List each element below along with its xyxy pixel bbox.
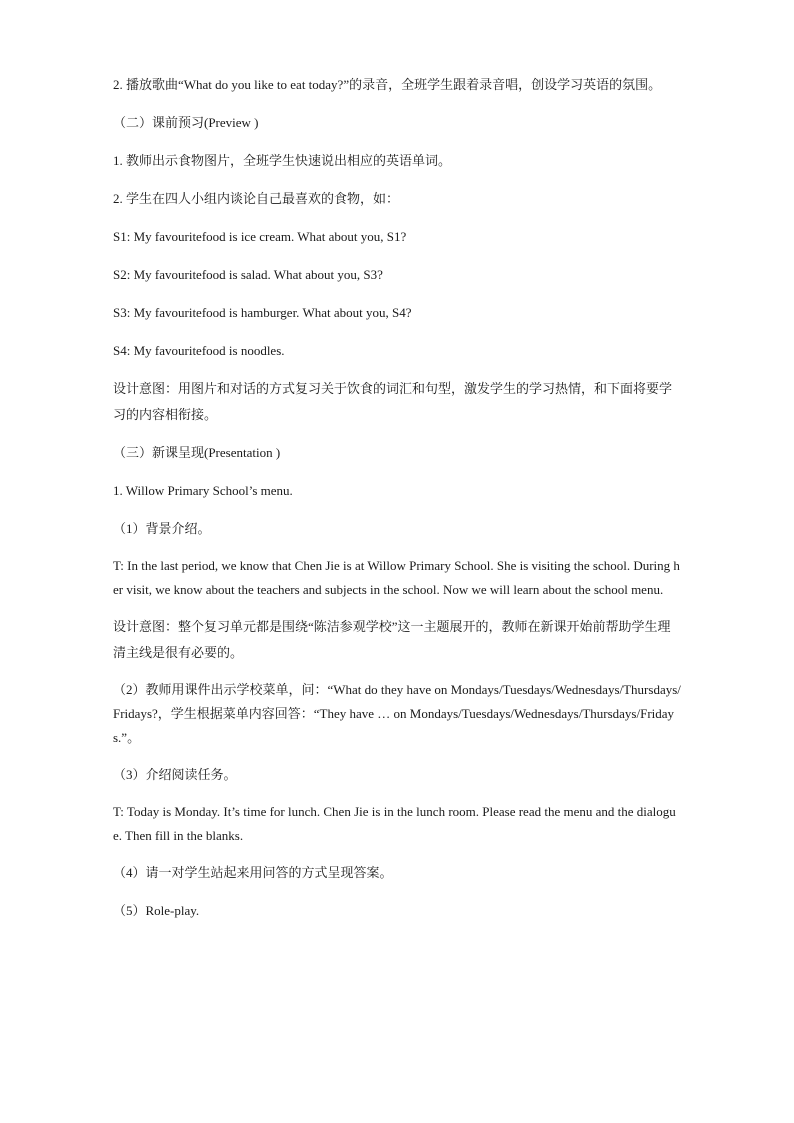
dialogue-line-s2: S2: My favouritefood is salad. What about you, S3? [113,267,383,282]
paragraph-menu-title: 1. Willow Primary School’s menu. [113,483,293,498]
paragraph-show-menu: （2）教师用课件出示学校菜单，问：“What do they have on Mondays/Tuesdays/Wednesdays/Thursdays/Fridays?，学生根据菜单内容回答：“They have … on Mondays/Tuesdays/Wednesdays/Thursdays/Fridays.”。 [113,682,681,745]
section-heading-preview: （二）课前预习(Preview ) [113,115,259,130]
paragraph-background-intro: （1）背景介绍。 [113,521,211,536]
paragraph-design-intent-1: 设计意图：用图片和对话的方式复习关于饮食的词汇和句型，激发学生的学习热情，和下面将要学习的内容相衔接。 [113,381,673,422]
dialogue-line-s3: S3: My favouritefood is hamburger. What about you, S4? [113,305,412,320]
dialogue-line-s1: S1: My favouritefood is ice cream. What about you, S1? [113,229,407,244]
paragraph-reading-task: （3）介绍阅读任务。 [113,767,237,782]
paragraph-teacher-intro: T: In the last period, we know that Chen Jie is at Willow Primary School. She is visiting the school. During her visit, we know about the teachers and subjects in the school. Now we will learn about the school menu. [113,558,680,597]
paragraph-teacher-monday: T: Today is Monday. It’s time for lunch. Chen Jie is in the lunch room. Please read the menu and the dialogue. Then fill in the blanks. [113,804,676,843]
paragraph-song: 2. 播放歌曲“What do you like to eat today?”的录音，全班学生跟着录音唱，创设学习英语的氛围。 [113,77,662,92]
paragraph-pair-answer: （4）请一对学生站起来用问答的方式呈现答案。 [113,865,393,880]
paragraph-group-talk: 2. 学生在四人小组内谈论自己最喜欢的食物，如： [113,191,400,206]
paragraph-food-pictures: 1. 教师出示食物图片，全班学生快速说出相应的英语单词。 [113,153,452,168]
paragraph-design-intent-2: 设计意图：整个复习单元都是围绕“陈洁参观学校”这一主题展开的，教师在新课开始前帮助学生理清主线是很有必要的。 [113,619,671,660]
document-page [113,72,681,936]
section-heading-presentation: （三）新课呈现(Presentation ) [113,445,281,460]
dialogue-line-s4: S4: My favouritefood is noodles. [113,343,285,358]
paragraph-role-play: （5）Role-play. [113,903,200,918]
